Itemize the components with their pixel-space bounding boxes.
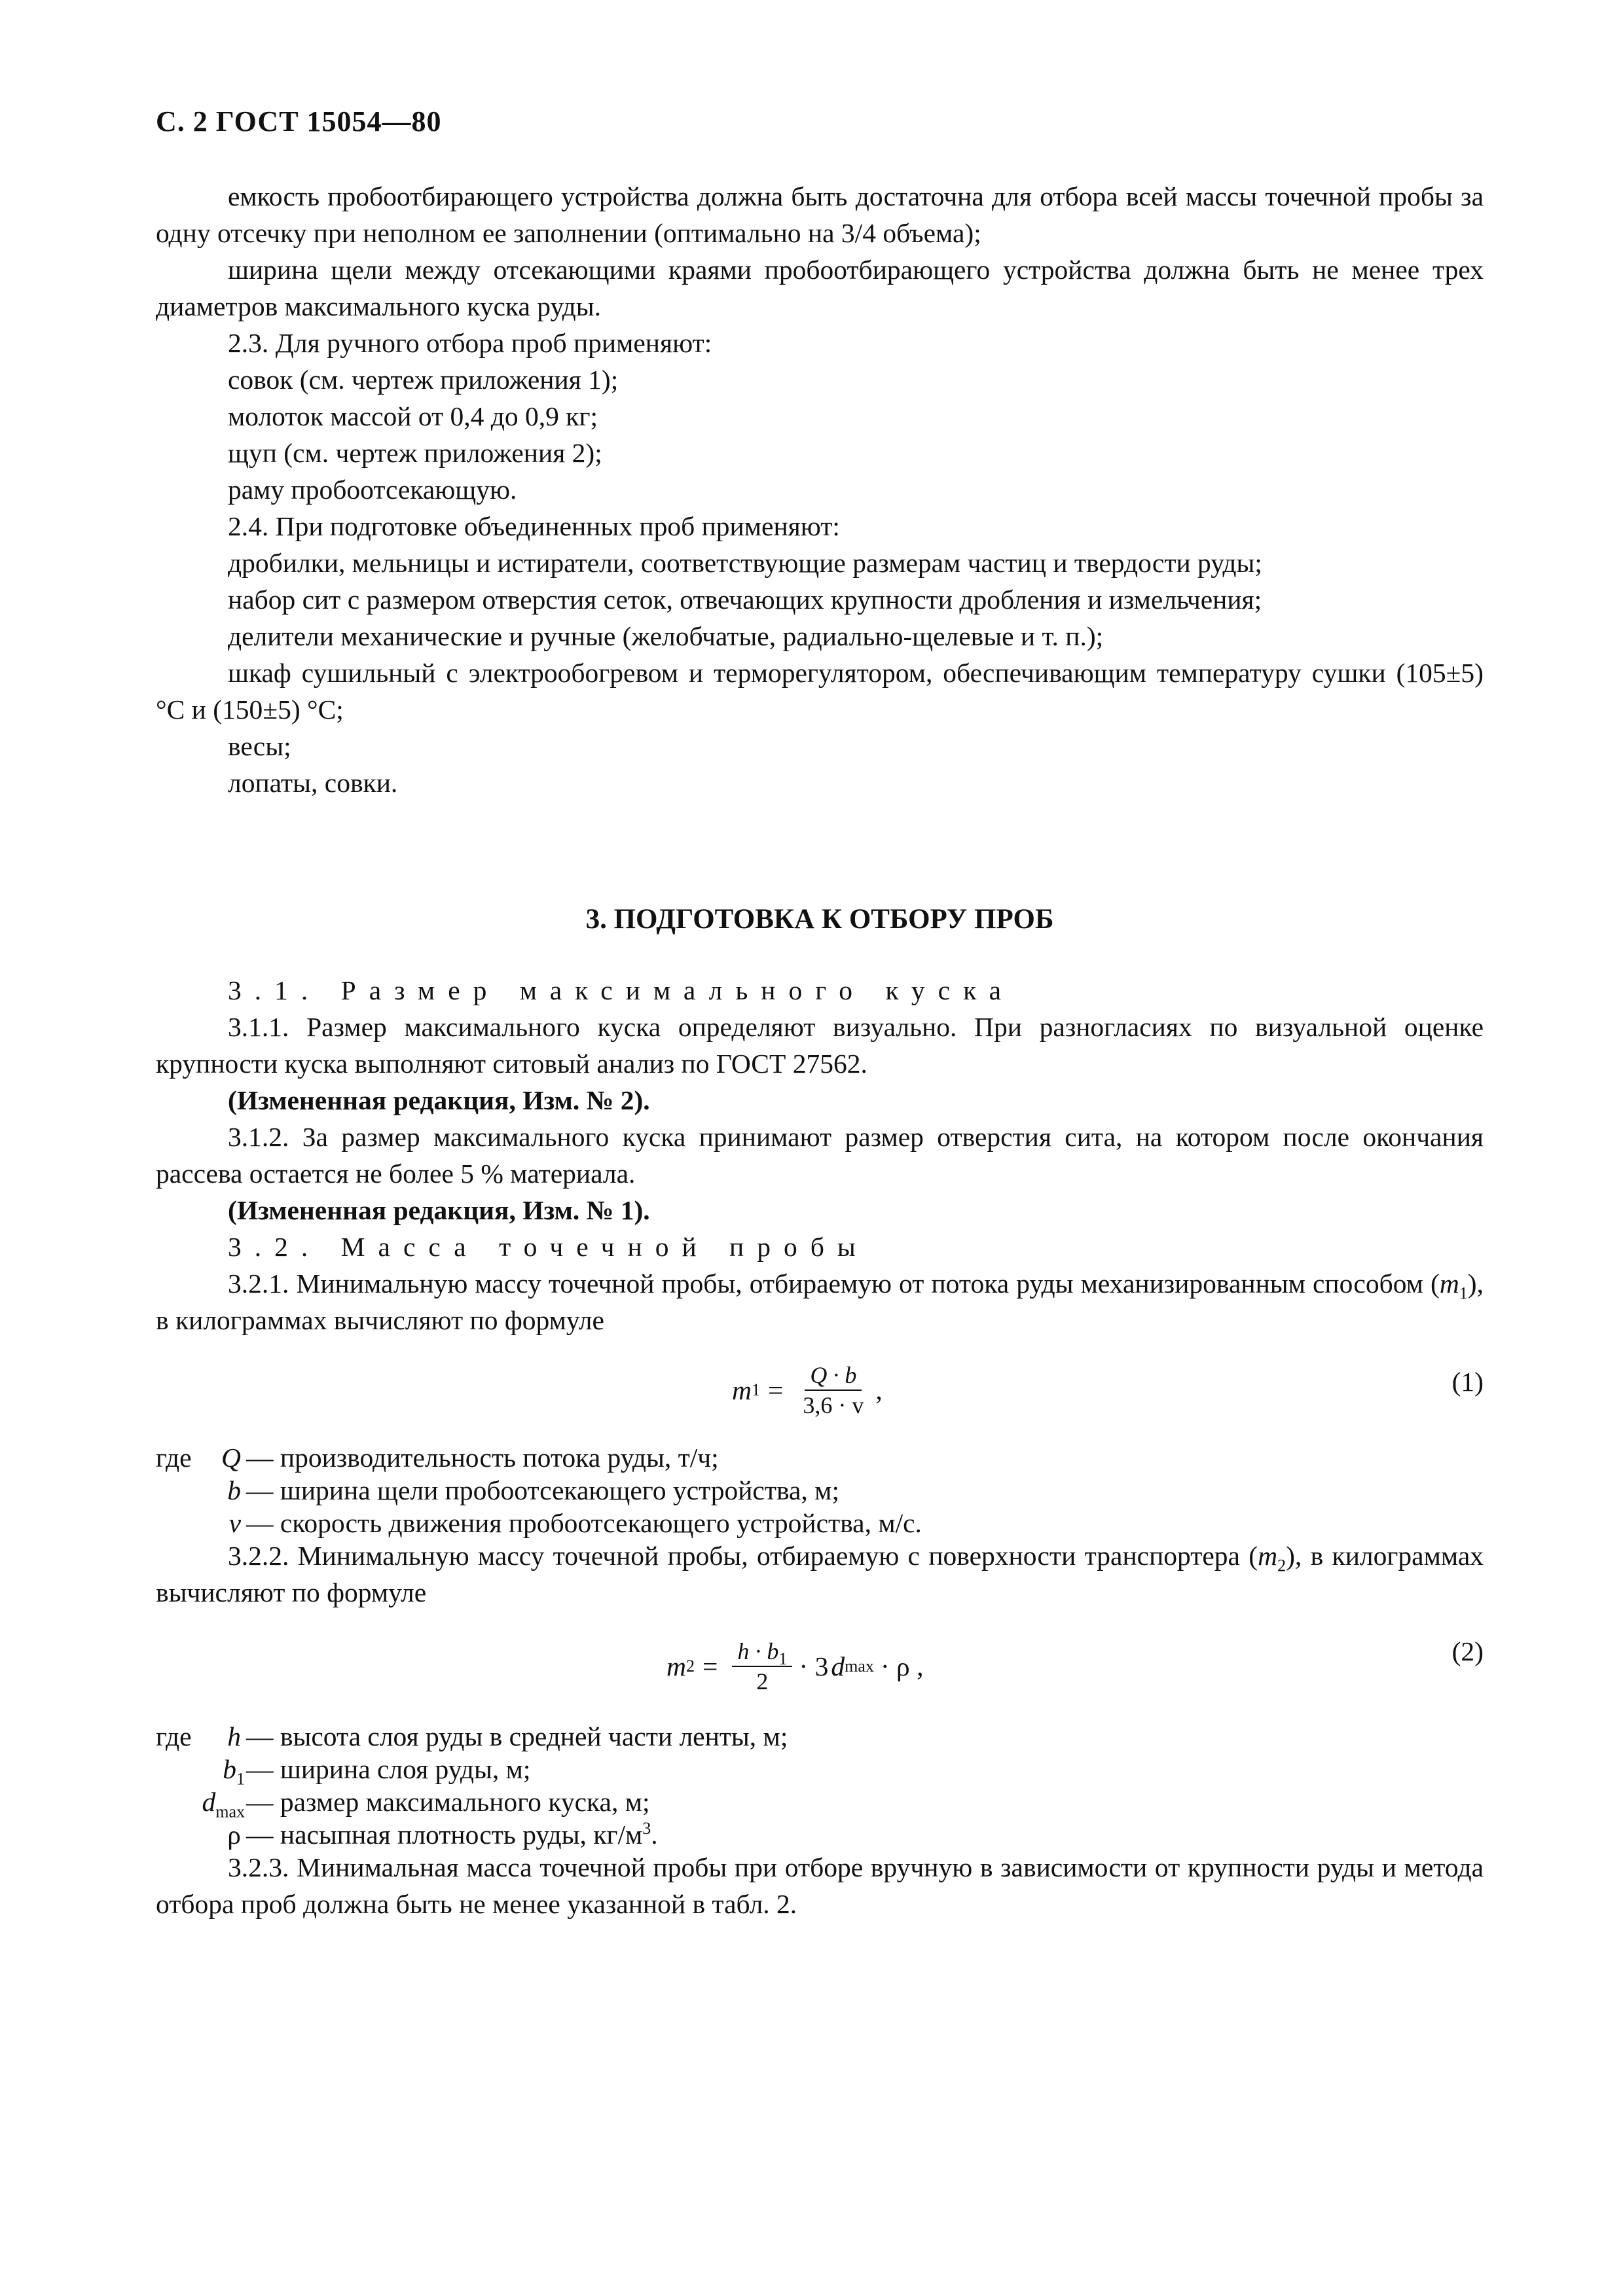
list-item: дробилки, мельницы и истиратели, соответствующие размерам частиц и твердости руды; [228,548,1262,578]
fraction-numerator: Q · b [805,1361,862,1391]
var-sub: 2 [1277,1556,1286,1575]
clause-3-2-2 [156,1537,1484,1611]
list-item: делители механические и ручные (желобчатые, радиально-щелевые и т. п.); [228,621,1104,651]
def-symbol [195,1751,245,1787]
def-symbol: b [227,1475,241,1505]
document-body [156,178,1484,1922]
def-text: — высота слоя руды в средней части ленты, м; [246,1721,788,1751]
formula-number: (1) [1451,1367,1484,1397]
definition-row [156,1439,1484,1472]
fraction-numerator [732,1637,792,1667]
def-symbol: Q [221,1443,241,1473]
numerator-text: h · b [737,1638,779,1664]
definition-row [156,1505,1484,1537]
def-symbol: v [228,1508,241,1538]
formula-lhs: m [732,1375,752,1405]
clause-3-2-3: 3.2.3. Минимальная масса точечной пробы при отборе вручную в зависимости от крупности руды и метода отбора проб должна быть не менее указанной в табл. 2. [156,1852,1484,1919]
paragraph: ширина щели между отсекающими краями пробоотбирающего устройства должна быть не менее трех диаметров максимального куска руды. [156,255,1484,321]
list-item: лопаты, совки. [228,768,398,798]
list-item: раму пробоотсекающую. [228,475,517,505]
def-text: — производительность потока руды, т/ч; [246,1443,719,1473]
definition-row [156,1816,1484,1849]
def-text: — скорость движения пробоотсекающего устройства, м/с. [246,1508,922,1538]
def-symbol-char: b [223,1754,236,1784]
def-where: где [156,1443,192,1473]
spaced-title: 3.2. Масса точечной пробы [228,1232,869,1262]
formula-tail: , [875,1375,883,1405]
list-item: набор сит с размером отверстия сеток, отвечающих крупности дробления и измельчения; [228,584,1262,615]
clause-3-1-2: 3.1.2. За размер максимального куска принимают размер отверстия сита, на котором после окончания рассева остается не более 5 % материала. [156,1122,1484,1189]
clause-2-3-title: 2.3. Для ручного отбора проб применяют: [228,328,712,358]
def-symbol-sub: max [215,1802,245,1821]
formula-number: (2) [1451,1636,1484,1666]
numerator-sub: 1 [778,1649,788,1669]
def-text [246,1816,658,1853]
formula-1 [156,1338,1484,1450]
definition-row [156,1718,1484,1751]
def-symbol-char: d [202,1787,216,1817]
formula-eq: = [767,1375,784,1405]
clause-2-4-title: 2.4. При подготовке объединенных проб применяют: [228,511,840,541]
fraction-denominator: 3,6 · v [803,1392,864,1418]
def-symbol: ρ [227,1820,241,1850]
text-run: 3.2.2. Минимальную массу точечной пробы, отбираемую с поверхности транспортера ( [228,1541,1258,1571]
def-text-run: — насыпная плотность руды, кг/м [246,1820,643,1850]
def-text: — ширина щели пробоотсекающего устройства, м; [246,1475,839,1505]
formula-tail: · ρ , [880,1651,924,1681]
text-run: ), в килограммах вычисляют по формуле [156,1268,1484,1335]
definitions-1 [156,1439,1484,1537]
definition-row [156,1784,1484,1821]
clause-3-1-title [156,972,1484,1009]
formula-mid: · 3 [799,1651,829,1681]
list-item: молоток массой от 0,4 до 0,9 кг; [228,401,598,431]
def-symbol-sub: 1 [236,1769,245,1789]
paragraph: емкость пробоотбирающего устройства должна быть достаточна для отбора всей массы точечной пробы за одну отсечку при неполном ее заполнении (оптимально на 3/4 объема); [156,181,1484,248]
spaced-title: 3.1. Размер максимального куска [228,975,1015,1005]
text-run: 3.2.1. Минимальную массу точечной пробы, отбираемую от потока руды механизированным способом ( [228,1268,1440,1299]
formula-d: d [831,1651,845,1681]
definition-row [156,1751,1484,1789]
var: m [1439,1268,1459,1299]
section-3-heading: 3. ПОДГОТОВКА К ОТБОРУ ПРОБ [585,904,1054,935]
list-item: шкаф сушильный с электрообогревом и терморегулятором, обеспечивающим температуру сушки (105±5) °С и (150±5) °С; [156,658,1484,725]
text-run: ), в килограммах вычисляют по формуле [156,1541,1484,1607]
def-text: — размер максимального куска, м; [246,1787,650,1817]
clause-3-2-title [156,1229,1484,1265]
amendment-note: (Измененная редакция, Изм. № 1). [228,1195,650,1225]
var: m [1258,1541,1278,1571]
clause-3-2-1 [156,1265,1484,1338]
definitions-2 [156,1718,1484,1849]
amendment-note: (Измененная редакция, Изм. № 2). [228,1085,650,1115]
def-symbol [169,1784,245,1820]
def-text: — ширина слоя руды, м; [246,1754,531,1784]
list-item: весы; [228,731,291,761]
formula-fraction [732,1637,792,1696]
list-item: щуп (см. чертеж приложения 2); [228,438,602,468]
page-header: С. 2 ГОСТ 15054—80 [156,105,442,137]
formula-lhs: m [666,1651,686,1681]
var-sub: 1 [1459,1283,1468,1303]
def-text-sup: 3 [642,1819,651,1839]
def-symbol: h [227,1721,241,1751]
formula-fraction [797,1361,869,1420]
fraction-denominator: 2 [756,1668,769,1695]
def-text-end: . [651,1820,658,1850]
definition-row [156,1472,1484,1505]
formula-2 [156,1611,1484,1727]
formula-eq: = [702,1651,718,1681]
clause-3-1-1: 3.1.1. Размер максимального куска определяют визуально. При разногласиях по визуальной оценке крупности куска выполняют ситовый анализ по ГОСТ 27562. [156,1012,1484,1079]
list-item: совок (см. чертеж приложения 1); [228,365,619,395]
formula-2-math: m 2 = $\frac{h \cdot b_1}{2}$ · 3 d max · ρ , [666,1638,924,1695]
formula-1-math: m 1 = $\frac{Q \cdot b}{3,6 \cdot v}$ , [732,1362,883,1418]
def-where: где [156,1721,192,1751]
